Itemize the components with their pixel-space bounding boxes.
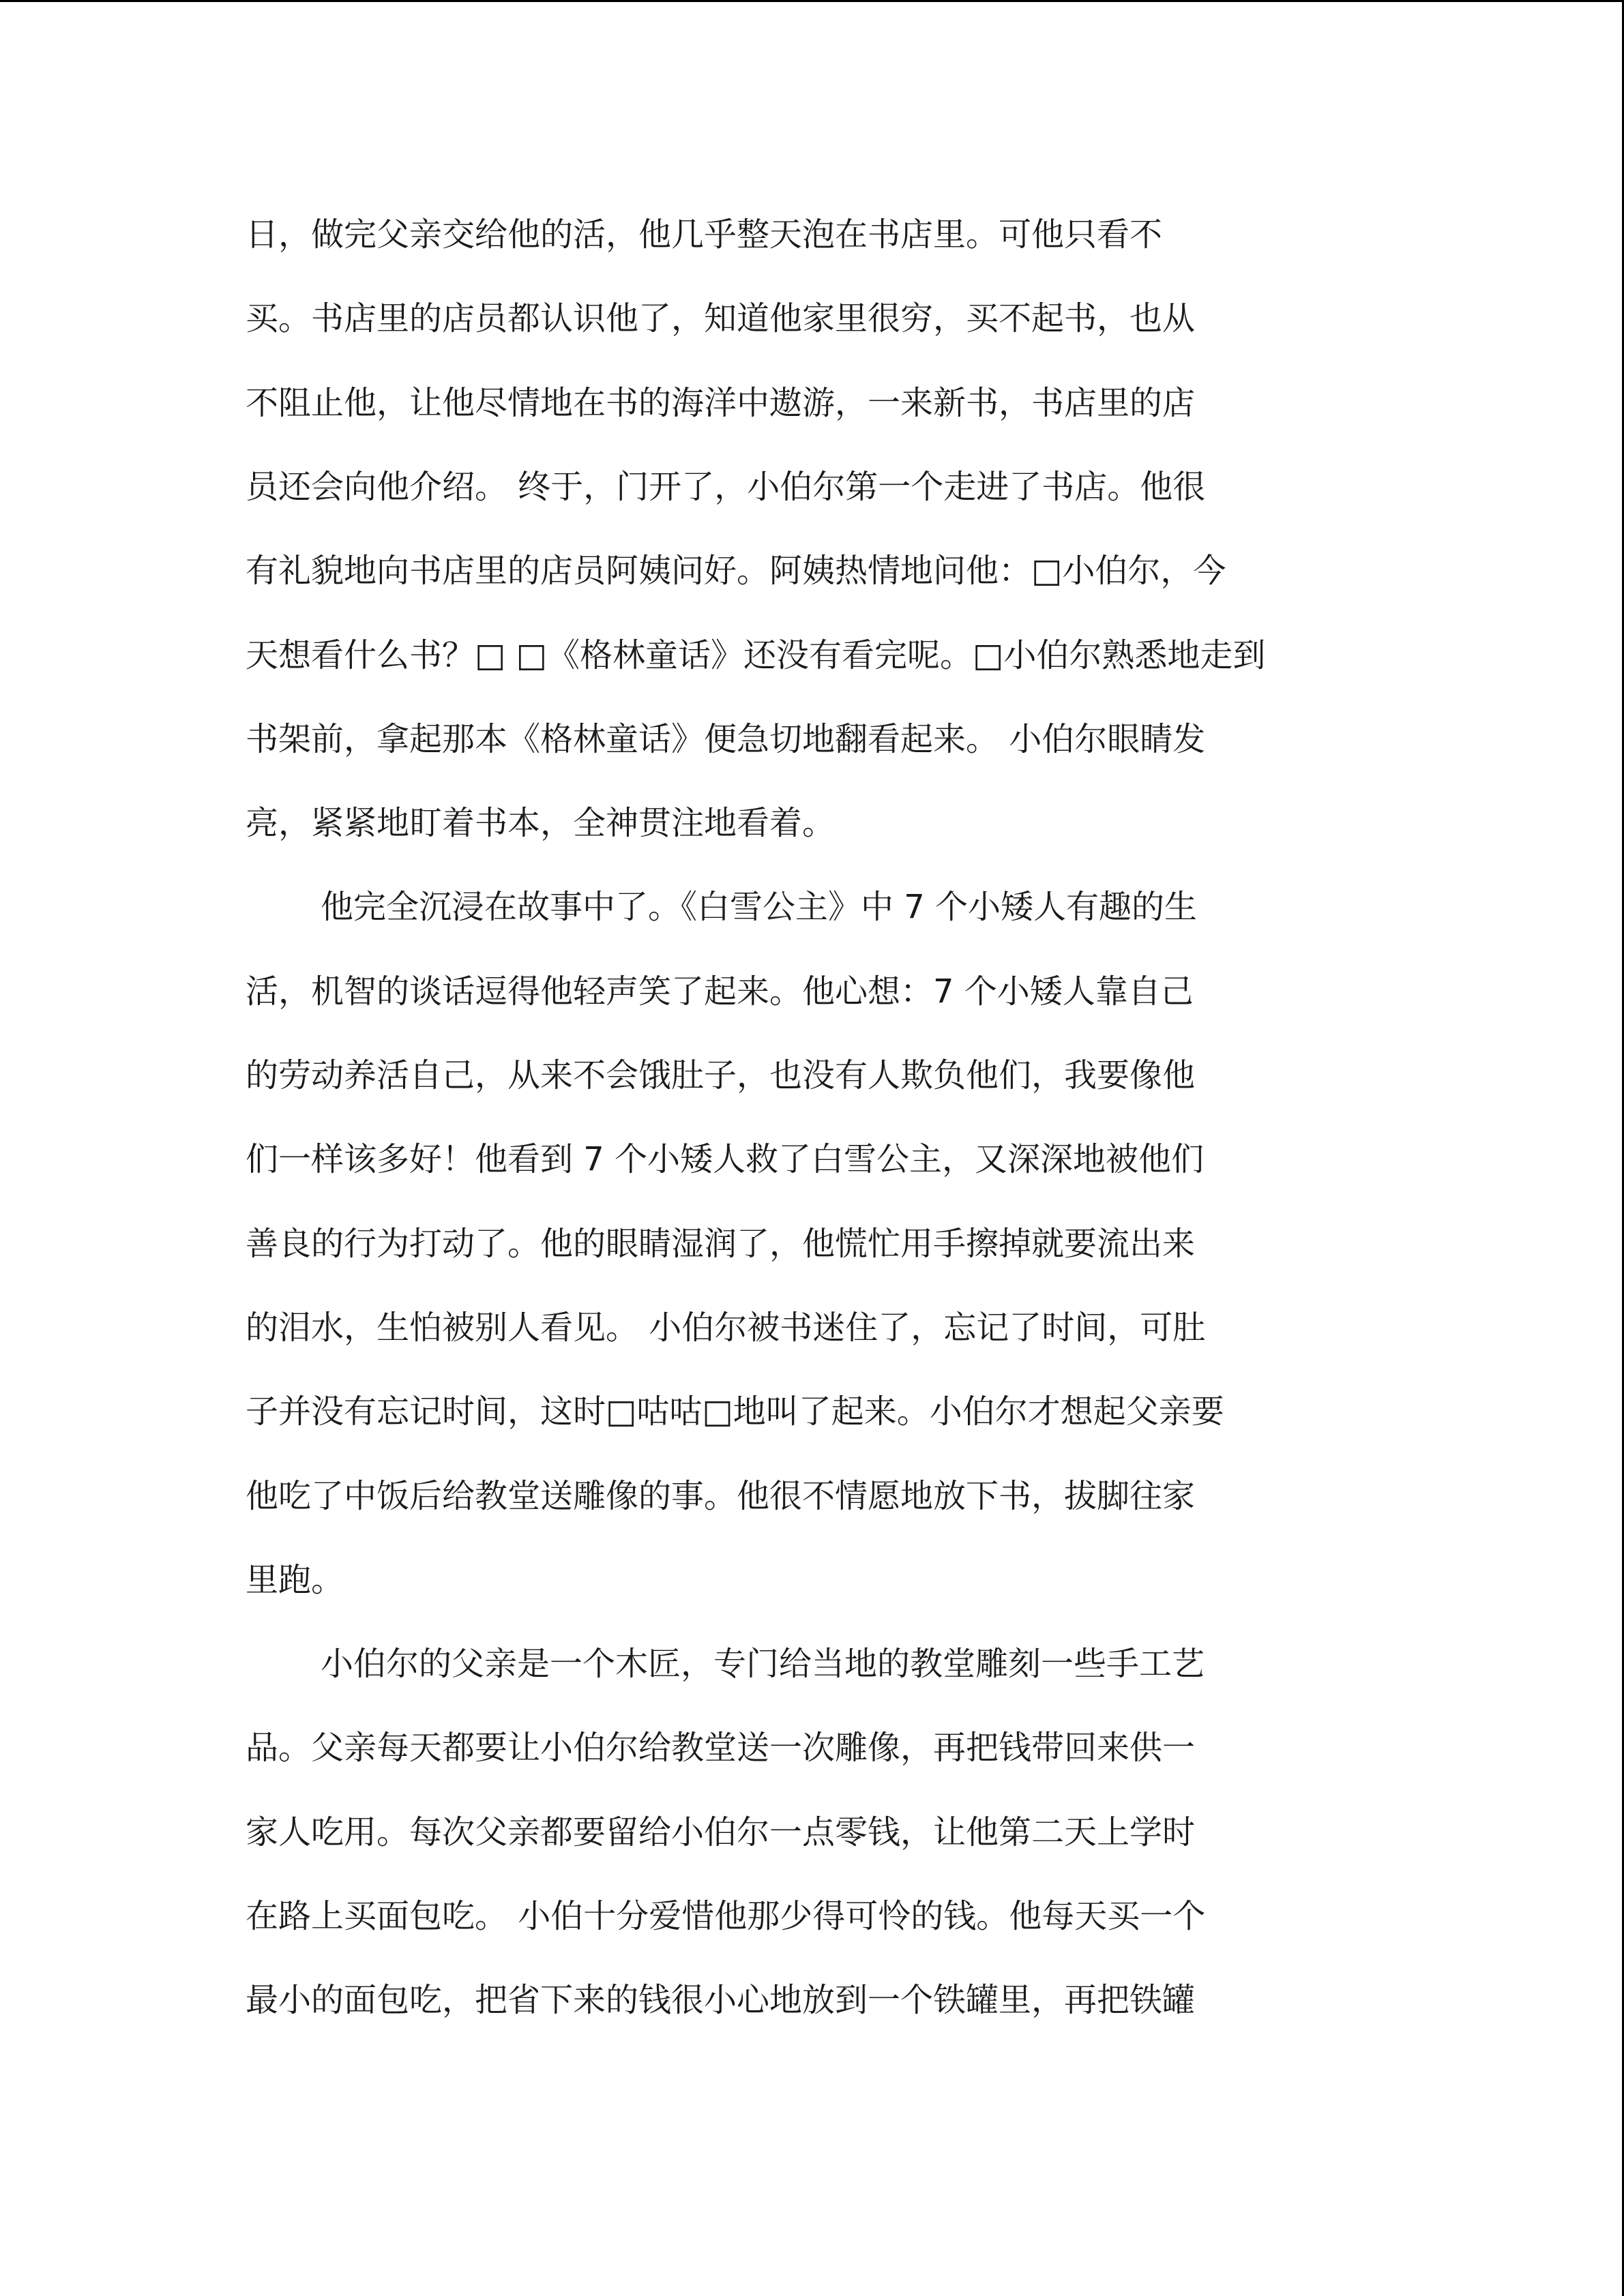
text-line: 亮，紧紧地盯着书本，全神贯注地看着。 — [246, 804, 836, 843]
text-line: 里跑。 — [246, 1560, 344, 1599]
text-line: 天想看什么书？□ □《格林童话》还没有看完呢。□小伯尔熟悉地走到 — [246, 636, 1266, 674]
text-line: 小伯尔的父亲是一个木匠，专门给当地的教堂雕刻一些手工艺 — [321, 1645, 1205, 1684]
text-line: 的劳动养活自己，从来不会饿肚子，也没有人欺负他们，我要像他 — [246, 1056, 1196, 1094]
text-line: 有礼貌地向书店里的店员阿姨问好。阿姨热情地问他：□小伯尔，今 — [246, 552, 1226, 591]
text-line: 他完全沉浸在故事中了。《白雪公主》中 7 个小矮人有趣的生 — [321, 888, 1198, 927]
text-line: 子并没有忘记时间，这时□咕咕□地叫了起来。小伯尔才想起父亲要 — [246, 1392, 1224, 1431]
text-line: 日，做完父亲交给他的活，他几乎整天泡在书店里。可他只看不 — [246, 215, 1163, 254]
text-line: 员还会向他介绍。 终于，门开了，小伯尔第一个走进了书店。他很 — [246, 467, 1206, 506]
text-line: 家人吃用。每次父亲都要留给小伯尔一点零钱，让他第二天上学时 — [246, 1813, 1196, 1851]
text-line: 最小的面包吃，把省下来的钱很小心地放到一个铁罐里，再把铁罐 — [246, 1981, 1196, 2020]
text-line: 在路上买面包吃。 小伯十分爱惜他那少得可怜的钱。他每天买一个 — [246, 1897, 1206, 1935]
text-line: 善良的行为打动了。他的眼睛湿润了，他慌忙用手擦掉就要流出来 — [246, 1224, 1196, 1263]
text-line: 他吃了中饭后给教堂送雕像的事。他很不情愿地放下书，拔脚往家 — [246, 1476, 1196, 1515]
text-line: 书架前，拿起那本《格林童话》便急切地翻看起来。 小伯尔眼睛发 — [246, 719, 1206, 758]
text-line: 不阻止他，让他尽情地在书的海洋中遨游，一来新书，书店里的店 — [246, 383, 1196, 422]
text-line: 活，机智的谈话逗得他轻声笑了起来。他心想：7 个小矮人靠自己 — [246, 972, 1194, 1011]
text-line: 买。书店里的店员都认识他了，知道他家里很穷，买不起书，也从 — [246, 299, 1196, 338]
text-line: 品。父亲每天都要让小伯尔给教堂送一次雕像，再把钱带回来供一 — [246, 1729, 1196, 1768]
text-line: 的泪水，生怕被别人看见。 小伯尔被书迷住了，忘记了时间，可肚 — [246, 1308, 1206, 1347]
text-line: 们一样该多好！他看到 7 个小矮人救了白雪公主，又深深地被他们 — [246, 1140, 1205, 1179]
